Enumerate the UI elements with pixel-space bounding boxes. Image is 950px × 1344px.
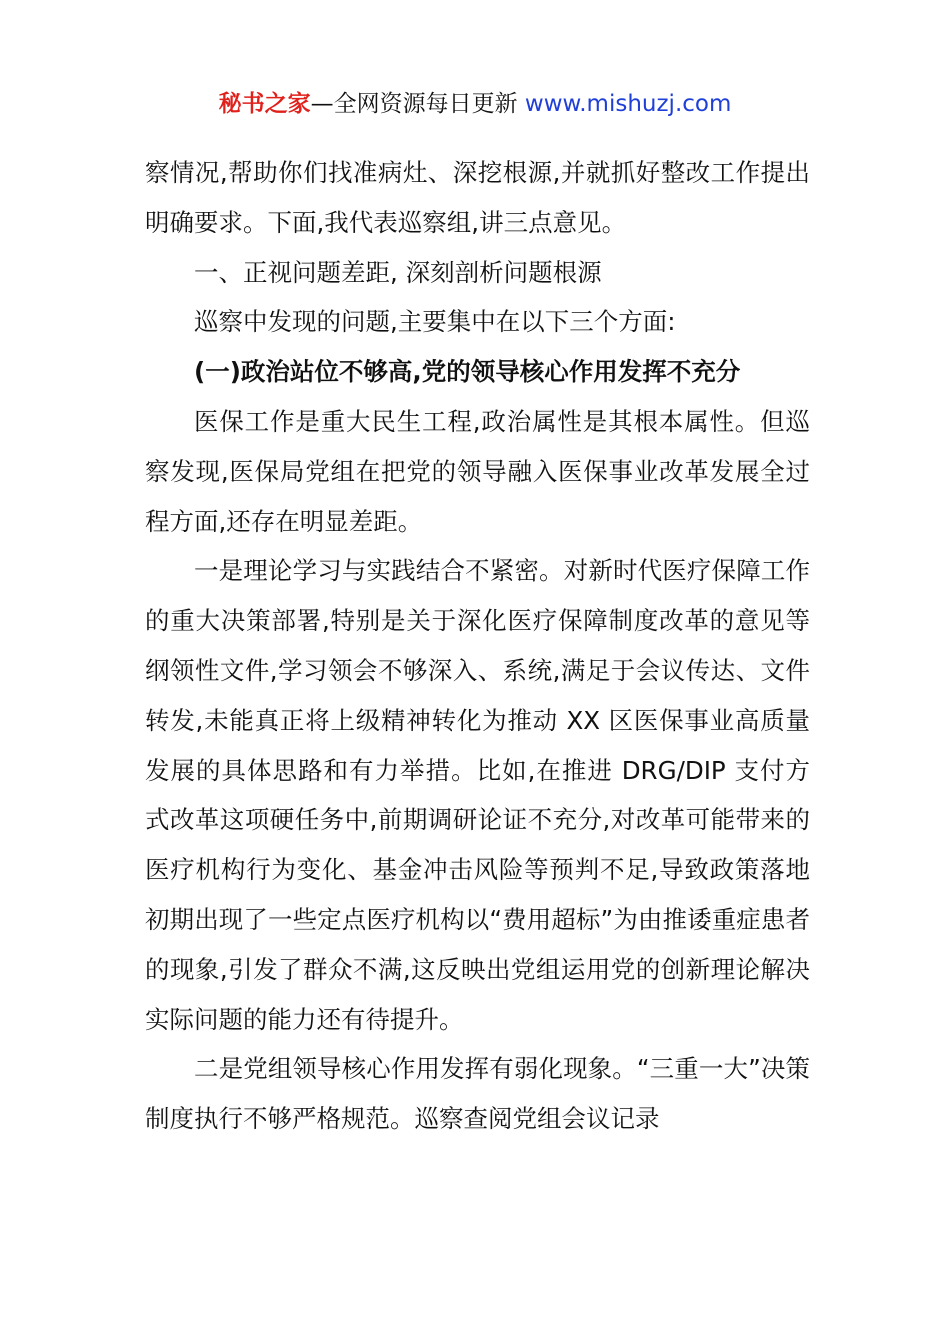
- paragraph: 医保工作是重大民生工程,政治属性是其根本属性。但巡察发现,医保局党组在把党的领导融入医保事业改革发展全过程方面,还存在明显差距。: [145, 406, 810, 536]
- paragraph-continuation: 察情况,帮助你们找准病灶、深挖根源,并就抓好整改工作提出明确要求。下面,我代表巡察组,讲三点意见。: [145, 158, 810, 237]
- subsection-heading: (一)政治站位不够高,党的领导核心作用发挥不充分: [194, 357, 741, 387]
- document-body: [145, 148, 810, 1144]
- paragraph-intro: 巡察中发现的问题,主要集中在以下三个方面:: [194, 307, 676, 337]
- page-header: [0, 86, 950, 122]
- paragraph: 一是理论学习与实践结合不紧密。对新时代医疗保障工作的重大决策部署,特别是关于深化医疗保障制度改革的意见等纲领性文件,学习领会不够深入、系统,满足于会议传达、文件转发,未能真正将上级精神转化为推动 XX 区医保事业高质量发展的具体思路和有力举措。比如,在推进 DRG/DIP 支付方式改革这项硬任务中,前期调研论证不充分,对改革可能带来的医疗机构行为变化、基金冲击风险等预判不足,导致政策落地初期出现了一些定点医疗机构以“费用超标”为由推诿重症患者的现象,引发了群众不满,这反映出党组运用党的创新理论解决实际问题的能力还有待提升。: [145, 556, 810, 1034]
- header-brand: 秘书之家: [218, 91, 311, 117]
- section-heading: 一、正视问题差距, 深刻剖析问题根源: [194, 257, 602, 287]
- header-url[interactable]: www.mishuzj.com: [524, 91, 732, 117]
- paragraph: 二是党组领导核心作用发挥有弱化现象。“三重一大”决策制度执行不够严格规范。巡察查阅党组会议记录: [145, 1054, 810, 1134]
- header-slogan: —全网资源每日更新: [310, 91, 525, 117]
